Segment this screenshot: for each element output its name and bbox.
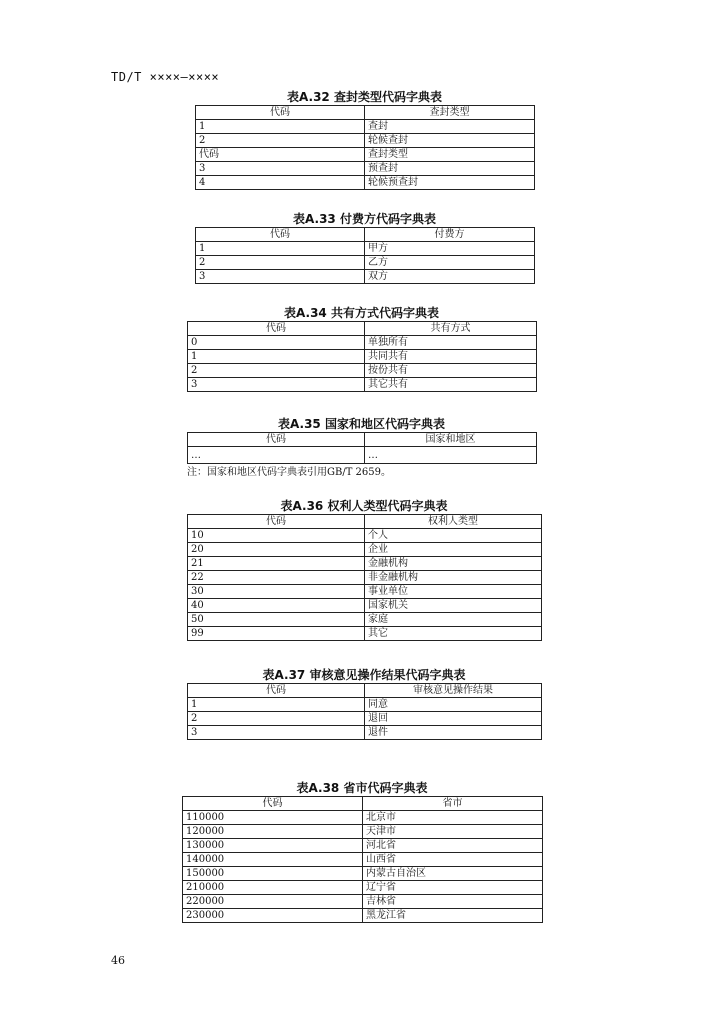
table-header-cell: 付费方 [365, 228, 535, 242]
table-row [183, 811, 543, 825]
table-cell: 共同共有 [365, 350, 537, 364]
table-header-cell: 审核意见操作结果 [365, 684, 542, 698]
table-cell: 轮候查封 [365, 134, 535, 148]
table-header-row [188, 433, 537, 447]
table-row [188, 712, 542, 726]
table-cell: 河北省 [363, 839, 543, 853]
table-row [188, 447, 537, 464]
table-cell: 210000 [183, 881, 363, 895]
table-cell: 内蒙古自治区 [363, 867, 543, 881]
dictionary-table [187, 683, 542, 740]
table-row [196, 242, 535, 256]
table-note: 注：国家和地区代码字典表引用GB/T 2659。 [187, 467, 392, 478]
table-header-cell: 省市 [363, 797, 543, 811]
table-cell: 110000 [183, 811, 363, 825]
table-cell: 乙方 [365, 256, 535, 270]
table-cell: 查封类型 [365, 148, 535, 162]
table-cell: 1 [188, 698, 365, 712]
table-cell: 其它 [365, 627, 542, 641]
table-cell: 企业 [365, 543, 542, 557]
table-header-cell: 查封类型 [365, 106, 535, 120]
table-cell: 30 [188, 585, 365, 599]
table-row [188, 698, 542, 712]
dictionary-table [195, 227, 535, 284]
dictionary-table [187, 514, 542, 641]
table-cell: 0 [188, 336, 365, 350]
table-row [196, 256, 535, 270]
table-cell: 事业单位 [365, 585, 542, 599]
table-cell: 20 [188, 543, 365, 557]
table-cell: 220000 [183, 895, 363, 909]
table-row [183, 895, 543, 909]
table-row [196, 176, 535, 190]
table-cell: 230000 [183, 909, 363, 923]
table-cell: 2 [188, 364, 365, 378]
table-cell: 1 [196, 120, 365, 134]
table-header-cell: 代码 [188, 515, 365, 529]
table-cell: 非金融机构 [365, 571, 542, 585]
table-cell: 按份共有 [365, 364, 537, 378]
table-caption: 表A.34 共有方式代码字典表 [284, 306, 439, 320]
table-header-cell: 代码 [196, 228, 365, 242]
table-header-row [188, 322, 537, 336]
table-cell: 北京市 [363, 811, 543, 825]
table-row [196, 148, 535, 162]
page-number: 46 [111, 954, 125, 967]
table-row [183, 853, 543, 867]
table-header-cell: 代码 [188, 322, 365, 336]
table-row [188, 364, 537, 378]
table-a37-section [187, 667, 541, 740]
table-header-row [196, 228, 535, 242]
table-cell: 3 [196, 162, 365, 176]
table-row [188, 726, 542, 740]
table-row [188, 543, 542, 557]
table-row [188, 378, 537, 392]
table-row [183, 839, 543, 853]
table-row [188, 571, 542, 585]
table-cell: 天津市 [363, 825, 543, 839]
table-row [196, 134, 535, 148]
table-header-cell: 权利人类型 [365, 515, 542, 529]
table-cell: 黑龙江省 [363, 909, 543, 923]
table-header-row [188, 515, 542, 529]
table-row [183, 825, 543, 839]
table-caption: 表A.32 查封类型代码字典表 [287, 90, 442, 104]
table-row [196, 162, 535, 176]
table-row [188, 557, 542, 571]
table-row [188, 529, 542, 543]
table-row [188, 627, 542, 641]
table-cell: 退件 [365, 726, 542, 740]
table-cell: 代码 [196, 148, 365, 162]
table-cell: 预查封 [365, 162, 535, 176]
table-row [183, 909, 543, 923]
table-row [188, 599, 542, 613]
table-cell: 3 [196, 270, 365, 284]
table-cell: 120000 [183, 825, 363, 839]
table-row [183, 881, 543, 895]
table-cell: … [365, 447, 537, 464]
table-cell: 3 [188, 378, 365, 392]
table-cell: 金融机构 [365, 557, 542, 571]
table-header-cell: 国家和地区 [365, 433, 537, 447]
table-cell: 甲方 [365, 242, 535, 256]
table-header-row [183, 797, 543, 811]
table-cell: 2 [188, 712, 365, 726]
table-cell: 单独所有 [365, 336, 537, 350]
table-row [196, 120, 535, 134]
table-a38-section [182, 780, 542, 923]
table-header-cell: 代码 [183, 797, 363, 811]
dictionary-table [187, 432, 537, 464]
table-cell: … [188, 447, 365, 464]
dictionary-table [195, 105, 535, 190]
table-a32-section [195, 89, 534, 190]
table-row [188, 585, 542, 599]
table-cell: 山西省 [363, 853, 543, 867]
table-cell: 其它共有 [365, 378, 537, 392]
table-caption: 表A.36 权利人类型代码字典表 [280, 499, 448, 513]
table-cell: 130000 [183, 839, 363, 853]
table-caption: 表A.37 审核意见操作结果代码字典表 [262, 668, 466, 682]
table-cell: 40 [188, 599, 365, 613]
table-caption: 表A.38 省市代码字典表 [296, 781, 428, 795]
table-cell: 双方 [365, 270, 535, 284]
table-a34-section [187, 305, 536, 392]
table-row [183, 867, 543, 881]
table-header-cell: 代码 [188, 433, 365, 447]
dictionary-table [182, 796, 543, 923]
table-header-cell: 共有方式 [365, 322, 537, 336]
table-a33-section [195, 211, 534, 284]
table-cell: 查封 [365, 120, 535, 134]
table-caption: 表A.33 付费方代码字典表 [293, 212, 436, 226]
table-header-row [188, 684, 542, 698]
table-header-cell: 代码 [196, 106, 365, 120]
table-cell: 家庭 [365, 613, 542, 627]
table-cell: 1 [188, 350, 365, 364]
table-header-cell: 代码 [188, 684, 365, 698]
table-cell: 3 [188, 726, 365, 740]
table-cell: 2 [196, 256, 365, 270]
table-cell: 21 [188, 557, 365, 571]
table-cell: 2 [196, 134, 365, 148]
table-a36-section [187, 498, 541, 641]
table-cell: 22 [188, 571, 365, 585]
table-cell: 退回 [365, 712, 542, 726]
table-row [188, 350, 537, 364]
table-cell: 10 [188, 529, 365, 543]
table-cell: 个人 [365, 529, 542, 543]
table-row [188, 336, 537, 350]
document-header: TD/T ××××—×××× [111, 70, 220, 84]
table-cell: 同意 [365, 698, 542, 712]
table-cell: 150000 [183, 867, 363, 881]
table-header-row [196, 106, 535, 120]
table-cell: 1 [196, 242, 365, 256]
table-cell: 4 [196, 176, 365, 190]
table-row [188, 613, 542, 627]
table-cell: 辽宁省 [363, 881, 543, 895]
table-cell: 国家机关 [365, 599, 542, 613]
table-cell: 50 [188, 613, 365, 627]
table-cell: 吉林省 [363, 895, 543, 909]
table-cell: 140000 [183, 853, 363, 867]
table-caption: 表A.35 国家和地区代码字典表 [278, 417, 445, 431]
table-row [196, 270, 535, 284]
table-cell: 99 [188, 627, 365, 641]
table-a35-section [187, 416, 536, 479]
dictionary-table [187, 321, 537, 392]
table-cell: 轮候预查封 [365, 176, 535, 190]
